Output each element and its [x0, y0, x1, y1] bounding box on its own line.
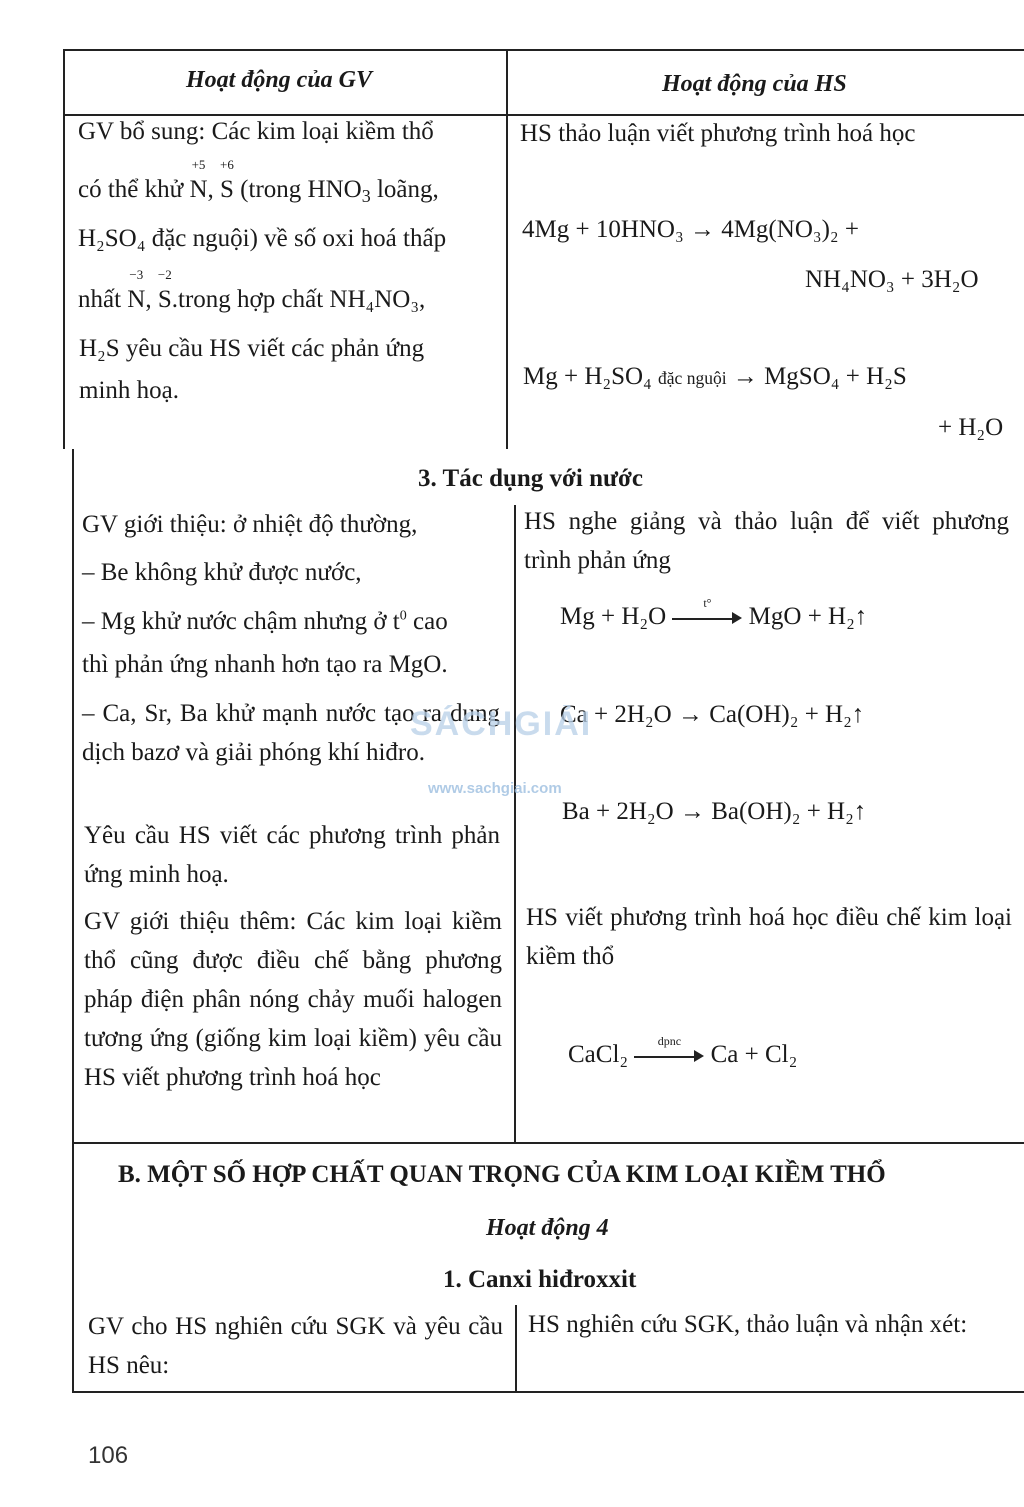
column-divider-bottom [515, 1305, 517, 1392]
row1-gv-line1: GV bổ sung: Các kim loại kiềm thổ [78, 118, 434, 145]
header-gv: Hoạt động của GV [186, 67, 373, 93]
row1-gv-line4-post: .trong hợp chất NH₄NO₃, [171, 286, 426, 313]
table-left-border-mid [72, 449, 74, 1143]
row1-gv-line4: nhất −3 N, −2 S.trong hợp chất NH₄NO₃, [78, 267, 426, 313]
column-divider-top [506, 49, 508, 449]
page-number: 106 [88, 1442, 129, 1469]
row2-hs-eq3: Ba + 2H₂O → Ba(OH)₂ + H₂↑ [562, 798, 867, 825]
header-bottom-border [63, 114, 1024, 116]
row3-hs-eq: CaCl₂ dpnc Ca + Cl₂ [568, 1034, 798, 1068]
table-top-border [63, 49, 1024, 51]
heat-arrow: t° [672, 608, 742, 628]
row1-gv-line4-pre: nhất [78, 286, 128, 313]
row2-gv-mg-cont: thì phản ứng nhanh hơn tạo ra MgO. [82, 651, 448, 678]
row2-gv-ca: – Ca, Sr, Ba khử mạnh nước tạo ra dung dịch bazơ và giải phóng khí hiđro. [82, 700, 500, 766]
oxidation-N-minus3: −3 N [127, 267, 146, 313]
watermark-logo: SÁCHGIẢI [410, 705, 593, 743]
row1-gv-line2: có thể khử +5 N, +6 S (trong $HNO_3$ loãng, [78, 157, 439, 207]
row2-hs-intro: HS nghe giảng và thảo luận để viết phương trình phản ứng [524, 508, 1009, 574]
row3-hs-intro: HS viết phương trình hoá học điều chế kim loại kiềm thổ [526, 904, 1012, 970]
row2-gv-request: Yêu cầu HS viết các phương trình phản ứng minh hoạ. [84, 822, 500, 888]
table-bottom-border [72, 1391, 1024, 1393]
row1-gv-line5: H₂S yêu cầu HS viết các phản ứng [79, 335, 425, 362]
row4-gv-text: GV cho HS nghiên cứu SGK và yêu cầu HS nêu: [88, 1313, 503, 1379]
row1-gv-line3: H₂SO₄ đặc nguội) về số oxi hoá thấp [78, 225, 447, 252]
row1-gv-line2-post: (trong HNO [240, 176, 362, 203]
table-left-border-top [63, 49, 65, 449]
row2-hs-eq1: Mg + H₂O t° MgO + H₂↑ [560, 596, 868, 630]
row1-gv-line6: minh hoạ. [79, 377, 179, 404]
table-left-border-bottom [72, 1142, 74, 1392]
row1-gv-line2-tail: loãng, [370, 176, 439, 203]
oxidation-N-plus5: +5 N [189, 157, 208, 203]
row1-hs-eq2-line2: + H₂O [938, 414, 1004, 441]
canxi-hidroxit-title: 1. Canxi hiđroxxit [443, 1266, 637, 1293]
row2-gv-be: – Be không khử được nước, [82, 559, 362, 586]
row1-hs-eq1-line2: NH₄NO₃ + 3H₂O [805, 266, 979, 293]
condition-dac-nguoi: đặc nguội [658, 368, 727, 388]
row1-hs-eq2-line1: Mg + H₂SO₄ đặc nguội → MgSO₄ + H₂S [523, 363, 907, 390]
header-hs: Hoạt động của HS [662, 71, 847, 97]
row2-hs-eq2: Ca + 2H₂O → Ca(OH)₂ + H₂↑ [560, 701, 865, 728]
row2-gv-intro: GV giới thiệu: ở nhiệt độ thường, [82, 511, 418, 538]
watermark-url: www.sachgiai.com [428, 780, 562, 797]
row1-hs-intro: HS thảo luận viết phương trình hoá học [520, 120, 916, 147]
section-b-title: B. MỘT SỐ HỢP CHẤT QUAN TRỌNG CỦA KIM LOẠI KIỀM THỔ [118, 1161, 886, 1188]
row1-hs-eq1-line1: 4Mg + 10HNO₃ → 4Mg(NO₃)₂ + [522, 216, 859, 243]
electrolysis-arrow: dpnc [634, 1046, 704, 1066]
row3-gv-text: GV giới thiệu thêm: Các kim loại kiềm thổ cũng được điều chế bằng phương pháp điện phân nóng chảy muối halogen tương ứng (giống kim loại kiềm) yêu cầu HS viết phương trình hoá học [84, 908, 502, 1091]
oxidation-S-minus2: −2 S [157, 267, 172, 313]
section-b-top-border [72, 1142, 1024, 1144]
row1-gv-line2-pre: có thể khử [78, 176, 190, 203]
activity-4-title: Hoạt động 4 [486, 1215, 609, 1241]
oxidation-S-plus6: +6 S [220, 157, 234, 203]
section-3-title: 3. Tác dụng với nước [418, 465, 643, 492]
row2-gv-mg: – Mg khử nước chậm nhưng ở $t^0$ cao [82, 608, 448, 635]
row4-hs-text: HS nghiên cứu SGK, thảo luận và nhận xét: [528, 1311, 968, 1338]
column-divider-mid [514, 505, 516, 1143]
